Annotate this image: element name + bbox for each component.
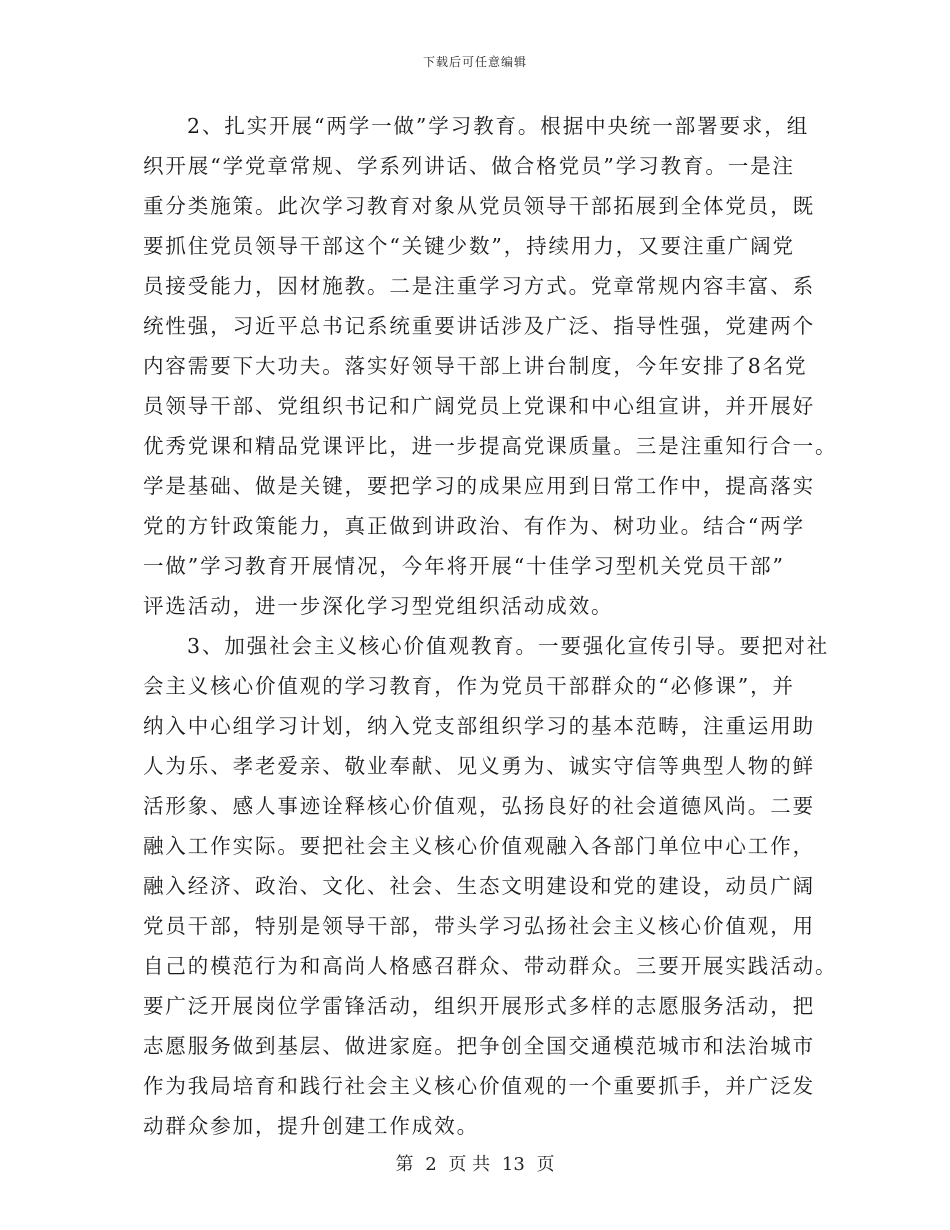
text-line: 员接受能力，因材施教。二是注重学习方式。党章常规内容丰富、系: [143, 274, 815, 298]
text-line: 统性强，习近平总书记系统重要讲话涉及广泛、指导性强，党建两个: [143, 314, 815, 338]
text-line: 活形象、感人事迹诠释核心价值观，弘扬良好的社会道德风尚。二要: [143, 794, 815, 818]
text-line: 党员干部，特别是领导干部，带头学习弘扬社会主义核心价值观，用: [143, 914, 815, 938]
document-body: [143, 106, 838, 1146]
text-line: 学是基础、做是关键，要把学习的成果应用到日常工作中，提高落实: [143, 474, 815, 498]
text-line: 人为乐、孝老爱亲、敬业奉献、见义勇为、诚实守信等典型人物的鲜: [143, 754, 815, 778]
text-line: 优秀党课和精品党课评比，进一步提高党课质量。三是注重知行合一。: [143, 434, 838, 458]
total-page-count: 13: [501, 1154, 525, 1175]
footer-suffix: 页: [536, 1154, 555, 1175]
paragraph-2: [143, 106, 838, 626]
text-line: 员领导干部、党组织书记和广阔党员上党课和中心组宣讲，并开展好: [143, 394, 815, 418]
text-line: 要广泛开展岗位学雷锋活动，组织开展形式多样的志愿服务活动，把: [143, 994, 815, 1018]
page-header: 下载后可任意编辑: [422, 55, 527, 69]
current-page-number: 2: [425, 1154, 437, 1175]
text-line: 一做”学习教育开展情况，今年将开展“十佳学习型机关党员干部”: [143, 554, 785, 578]
text-line: 评选活动，进一步深化学习型党组织活动成效。: [143, 594, 614, 618]
page-footer: [0, 1150, 950, 1176]
text-line: 重分类施策。此次学习教育对象从党员领导干部拓展到全体党员，既: [143, 194, 815, 218]
text-line: 动群众参加，提升创建工作成效。: [143, 1114, 479, 1138]
text-line: 内容需要下大功夫。落实好领导干部上讲台制度，今年安排了8名党: [143, 354, 808, 378]
text-line: 融入经济、政治、文化、社会、生态文明建设和党的建设，动员广阔: [143, 874, 815, 898]
text-line: 作为我局培育和践行社会主义核心价值观的一个重要抓手，并广泛发: [143, 1074, 815, 1098]
footer-middle: 页 共: [448, 1154, 491, 1175]
text-line: 织开展“学党章常规、学系列讲话、做合格党员”学习教育。一是注: [143, 154, 795, 178]
text-line: 会主义核心价值观的学习教育，作为党员干部群众的“必修课”，并: [143, 674, 795, 698]
text-line: 党的方针政策能力，真正做到讲政治、有作为、树功业。结合“两学: [143, 514, 805, 538]
text-line: 融入工作实际。要把社会主义核心价值观融入各部门单位中心工作，: [143, 834, 815, 858]
text-line: 2、扎实开展“两学一做”学习教育。根据中央统一部署要求，组: [187, 114, 810, 138]
text-line: 要抓住党员领导干部这个“关键少数”，持续用力，又要注重广阔党: [143, 234, 795, 258]
text-line: 3、加强社会主义核心价值观教育。一要强化宣传引导。要把对社: [187, 634, 830, 658]
text-line: 纳入中心组学习计划，纳入党支部组织学习的基本范畴，注重运用助: [143, 714, 815, 738]
paragraph-3: [143, 626, 838, 1146]
text-line: 志愿服务做到基层、做进家庭。把争创全国交通模范城市和法治城市: [143, 1034, 815, 1058]
text-line: 自己的模范行为和高尚人格感召群众、带动群众。三要开展实践活动。: [143, 954, 838, 978]
footer-prefix: 第: [395, 1154, 414, 1175]
